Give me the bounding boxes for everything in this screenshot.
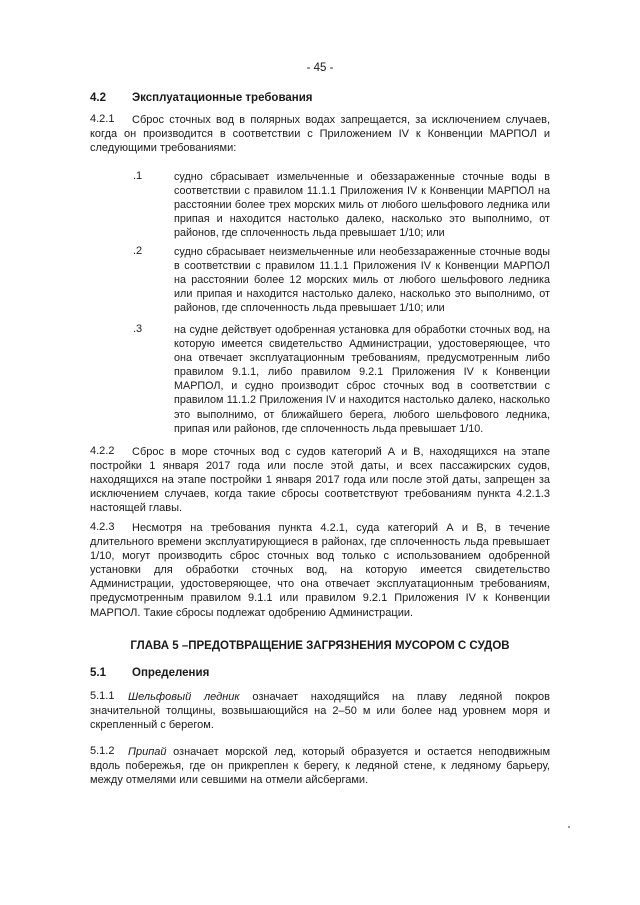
paragraph-4-2-1-number: 4.2.1: [90, 113, 115, 125]
subitem-2-text: судно сбрасывает неизмельченные или необеззараженные сточные воды в соответствии с правилом 11.1.1 Приложения IV к Конвенции МАРПОЛ на расстоянии более 12 морских миль от любого шельфового ледника или припая и находится настолько далеко, насколько это выполнимо, от районов, где сплоченность льда превышает 1/10; или: [174, 246, 550, 315]
paragraph-5-1-1-text: означает находящийся на плаву ледяной покров значительной толщины, возвышающийся на 2–50 м или более над уровнем моря и скрепленный с берегом.: [90, 691, 550, 732]
paragraph-5-1-1-number: 5.1.1: [90, 690, 115, 702]
subitem-2-label: .2: [133, 245, 143, 257]
subitem-3-label: .3: [133, 323, 143, 335]
subitem-1-label: .1: [133, 170, 143, 182]
section-4-2-number: 4.2: [90, 92, 106, 104]
term-shelf-glacier: Шельфовый ледник: [128, 691, 240, 703]
paragraph-4-2-1-text: Сброс сточных вод в полярных водах запрещается, за исключением случаев, когда он производится в соответствии с Приложением IV к Конвенции МАРПОЛ и следующими требованиями:: [90, 114, 550, 155]
paragraph-4-2-3-text: Несмотря на требования пункта 4.2.1, суда категорий А и В, в течение длительного времени эксплуатирующиеся в районах, где сплоченность льда превышает 1/10, могут производить сброс сточных вод только с использованием одобренной установки для обработки сточных вод, на которую имеется свидетельство Администрации, удостоверяющее, что она отвечает эксплуатационным требованиям, предусмотренным правилом 9.1.1 или правилом 9.2.1 Приложения IV к Конвенции МАРПОЛ. Такие сбросы подлежат одобрению Администрации.: [90, 522, 550, 619]
section-5-1-title: Определения: [132, 667, 210, 679]
paragraph-5-1-1-body: [90, 690, 550, 732]
paragraph-4-2-2-text: Сброс в море сточных вод с судов категорий А и В, находящихся на этапе постройки 1 января 2017 года или после этой даты, и всех пассажирских судов, находящихся на этапе постройки 1 января 2017 года или после этой даты, запрещен за исключением случаев, когда такие сбросы соответствуют требованиям пункта 4.2.1.3 настоящей главы.: [90, 446, 550, 515]
paragraph-4-2-2-number: 4.2.2: [90, 445, 115, 457]
section-4-2-title: Эксплуатационные требования: [132, 92, 313, 104]
paragraph-5-1-2-number: 5.1.2: [90, 745, 115, 757]
section-5-1-number: 5.1: [90, 667, 106, 679]
chapter-5-title: ГЛАВА 5 –ПРЕДОТВРАЩЕНИЕ ЗАГРЯЗНЕНИЯ МУСОРОМ С СУДОВ: [130, 640, 510, 652]
scan-speck: [568, 826, 570, 828]
paragraph-4-2-3-number: 4.2.3: [90, 521, 115, 533]
paragraph-5-1-2-text: означает морской лед, который образуется и остается неподвижным вдоль побережья, где он прикреплен к берегу, к ледяной стене, к ледяному барьеру, между отмелями или севшими на отмели айсбергами.: [90, 746, 551, 787]
term-fast-ice: Припай: [128, 746, 167, 758]
page-number: - 45 -: [306, 62, 334, 74]
subitem-3-text: на судне действует одобренная установка для обработки сточных вод, на которую имеется свидетельство Администрации, удостоверяющее, что она отвечает эксплуатационным требованиям, предусмотренным либо правилом 9.1.1, либо правилом 9.2.1 Приложения IV к Конвенции МАРПОЛ, и судно производит сброс сточных вод в соответствии с правилом 11.1.2 Приложения IV и находится настолько далеко, насколько это выполнимо, от ближайшего берега, любого шельфового ледника, припая или районов, где сплоченность льда превышает 1/10.: [174, 324, 550, 435]
paragraph-5-1-2-body: [90, 745, 550, 787]
subitem-1-text: судно сбрасывает измельченные и обеззараженные сточные воды в соответствии с правилом 11.1.1 Приложения IV к Конвенции МАРПОЛ на расстоянии более трех морских миль от любого шельфового ледника или припая и находится настолько далеко, насколько это выполнимо, от районов, где сплоченность льда превышает 1/10; или: [174, 171, 550, 240]
